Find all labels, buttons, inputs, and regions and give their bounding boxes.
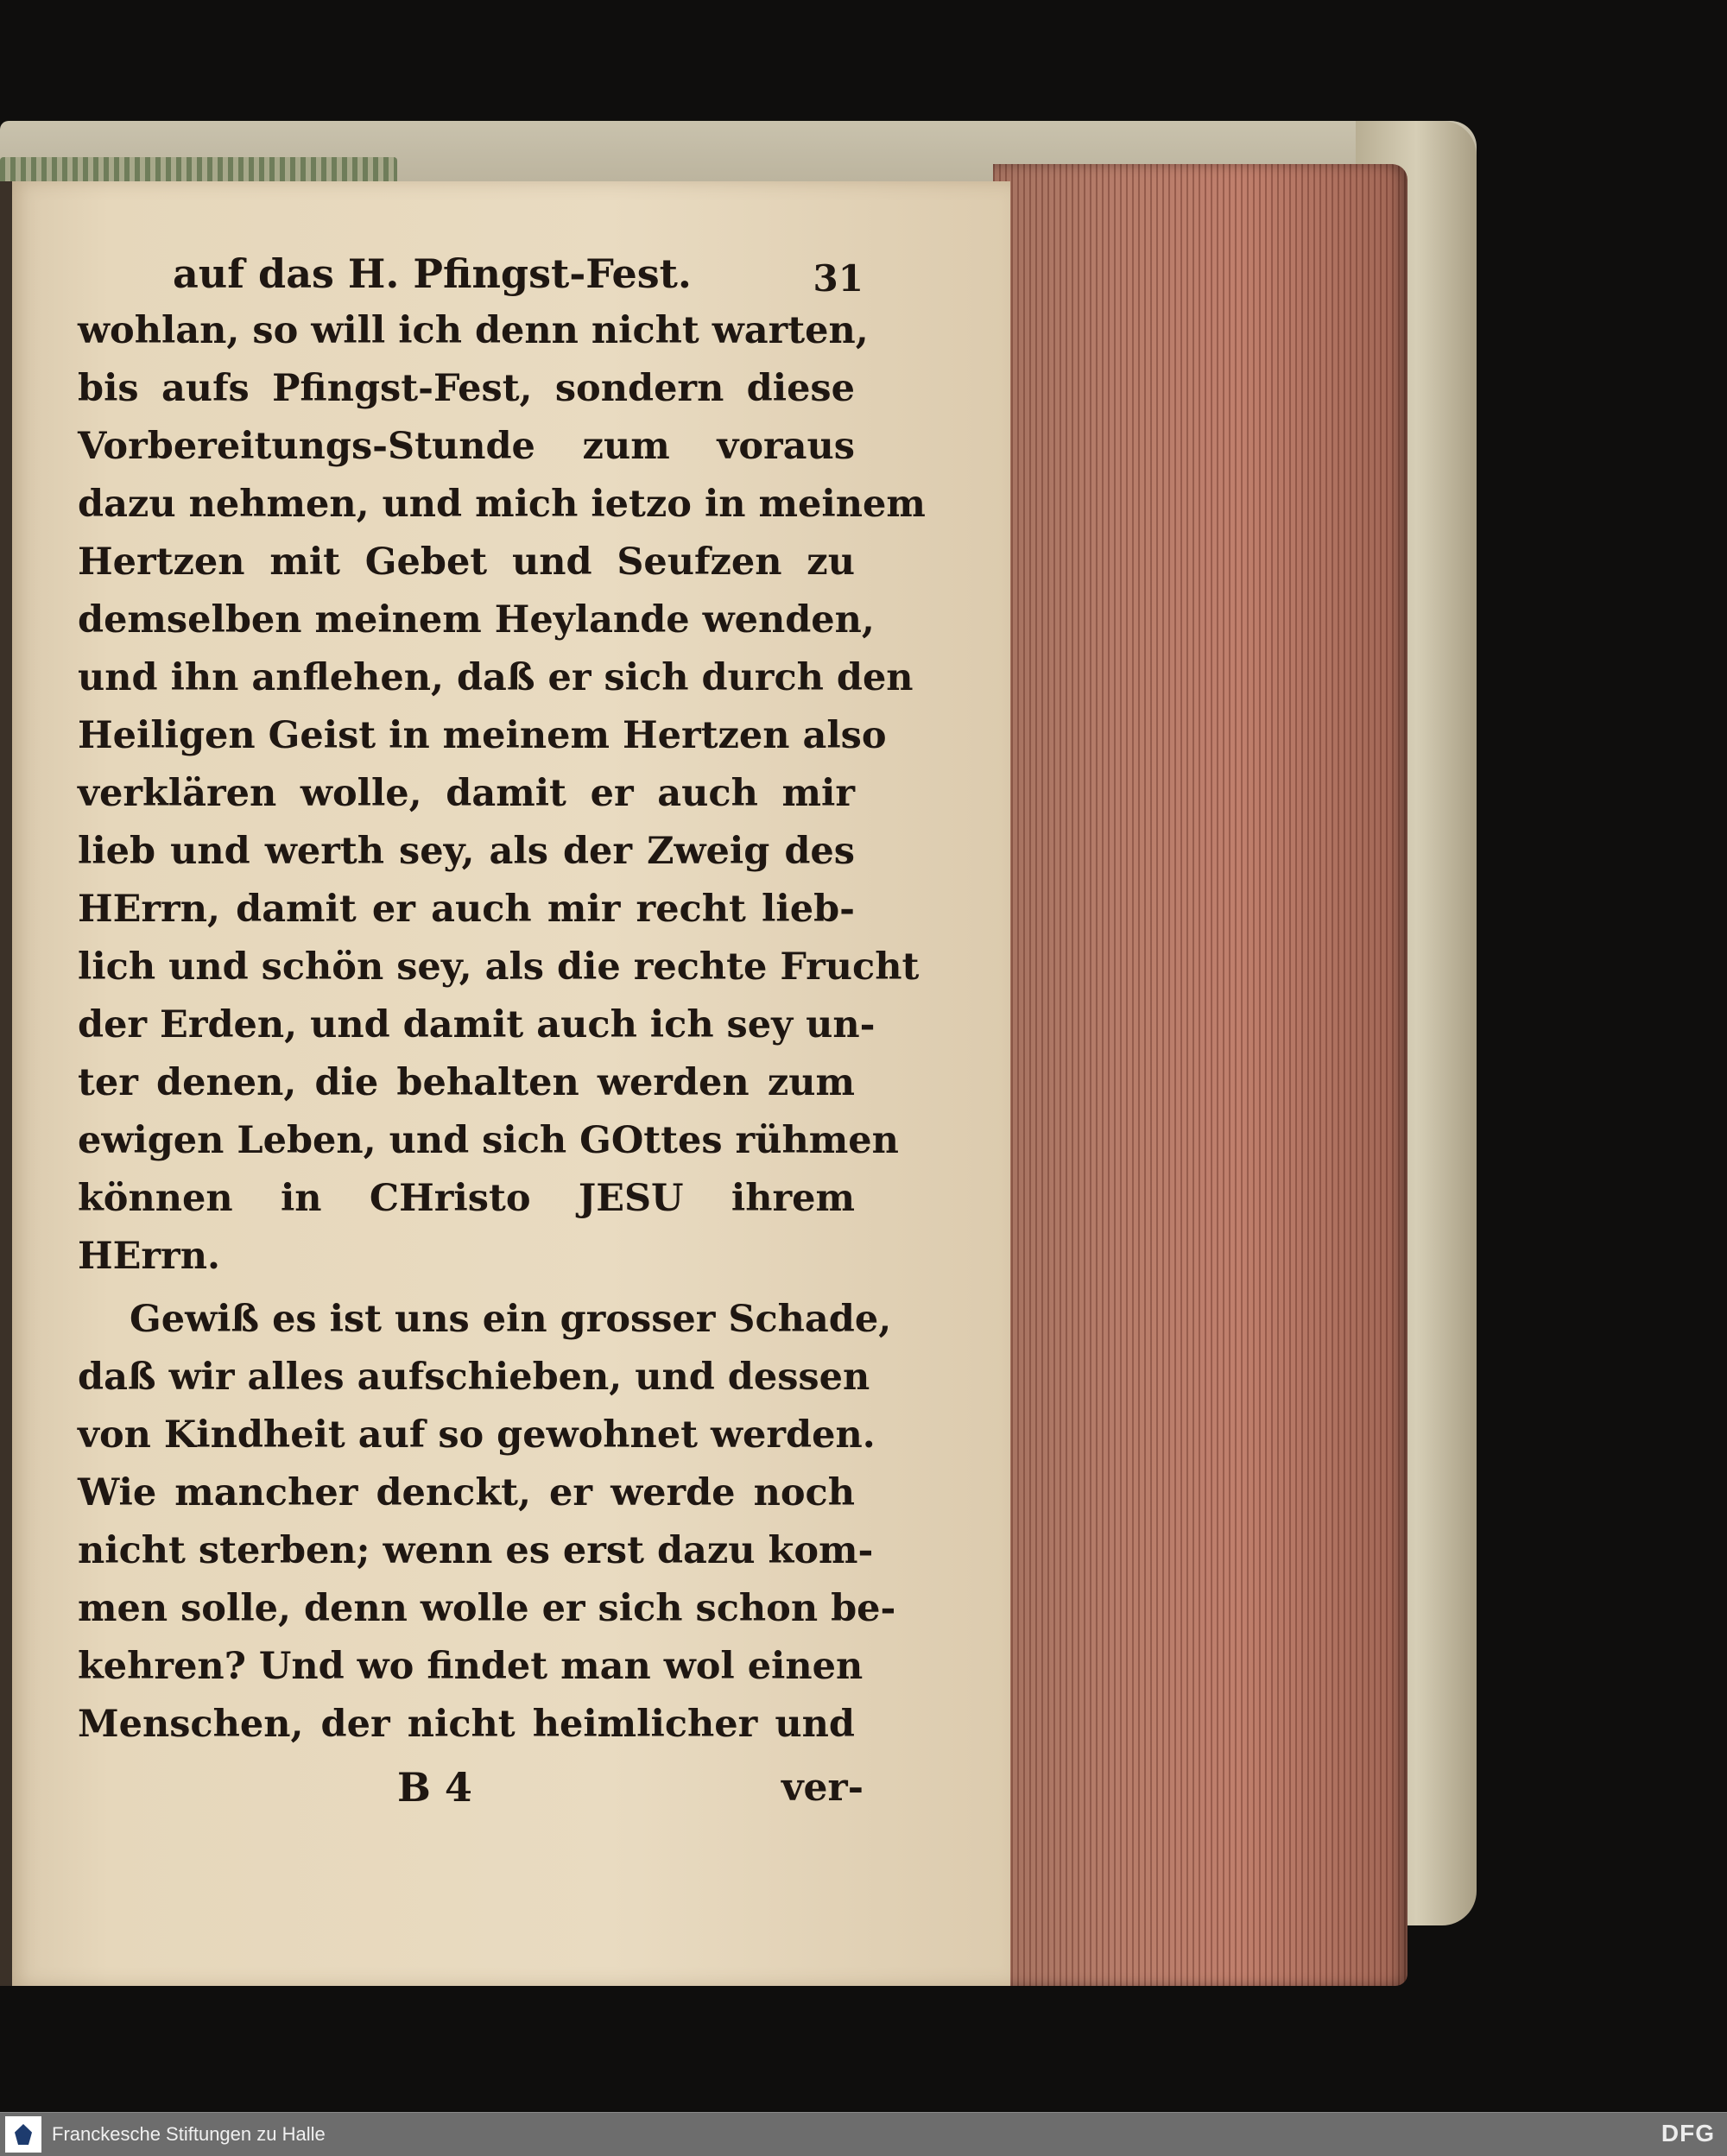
running-title: auf das H. Pfingst-Fest. [173,250,692,297]
page-footer-line [78,1757,864,1818]
text-line: und ihn anflehen, daß er sich durch den [78,656,914,699]
text-line: HErrn. [78,1235,220,1278]
catchword: ver- [781,1766,864,1810]
text-line: ter denen, die behalten werden zum [78,1061,855,1104]
text-line: daß wir alles aufschieben, und dessen [78,1356,870,1399]
text-line: Heiligen Geist in meinem Hertzen also [78,714,887,757]
institution-link[interactable]: Franckesche Stiftungen zu Halle [52,2123,326,2145]
text-line: Vorbereitungs-Stunde zum voraus [78,425,855,468]
text-line: wohlan, so will ich denn nicht warten, [78,309,869,352]
text-line: lich und schön sey, als die rechte Frucht [78,945,920,989]
institution-logo-icon[interactable] [5,2116,41,2153]
viewer-footer-bar [0,2112,1727,2156]
text-line: bis aufs Pfingst-Fest, sondern diese [78,367,855,410]
running-head [78,233,864,302]
text-line: können in CHristo JESU ihrem [78,1177,855,1220]
logo-mark [15,2124,32,2145]
text-line: von Kindheit auf so gewohnet werden. [78,1413,876,1457]
page-number: 31 [813,257,864,300]
text-line: verklären wolle, damit er auch mir [78,772,855,815]
text-line: dazu nehmen, und mich ietzo in meinem [78,483,926,526]
page-fore-edge [993,164,1408,1986]
text-line: der Erden, und damit auch ich sey un- [78,1003,876,1046]
text-line: ewigen Leben, und sich GOttes rühmen [78,1119,899,1162]
page-text [78,233,926,1818]
text-line: Gewiß es ist uns ein grosser Schade, [130,1298,892,1341]
text-line: demselben meinem Heylande wenden, [78,598,875,642]
text-line: Menschen, der nicht heimlicher und [78,1703,855,1746]
page-gutter [0,181,12,1986]
text-line: lieb und werth sey, als der Zweig des [78,830,855,873]
text-line: men solle, denn wolle er sich schon be- [78,1587,896,1630]
text-line: Wie mancher denckt, er werde noch [78,1471,855,1514]
text-line: Hertzen mit Gebet und Seufzen zu [78,541,855,584]
text-line: HErrn, damit er auch mir recht lieb- [78,888,855,931]
text-line: nicht sterben; wenn es erst dazu kom- [78,1529,874,1572]
text-line: kehren? Und wo findet man wol einen [78,1645,864,1688]
signature-mark: B 4 [397,1764,472,1811]
dfg-logo[interactable]: DFG [1661,2120,1715,2147]
